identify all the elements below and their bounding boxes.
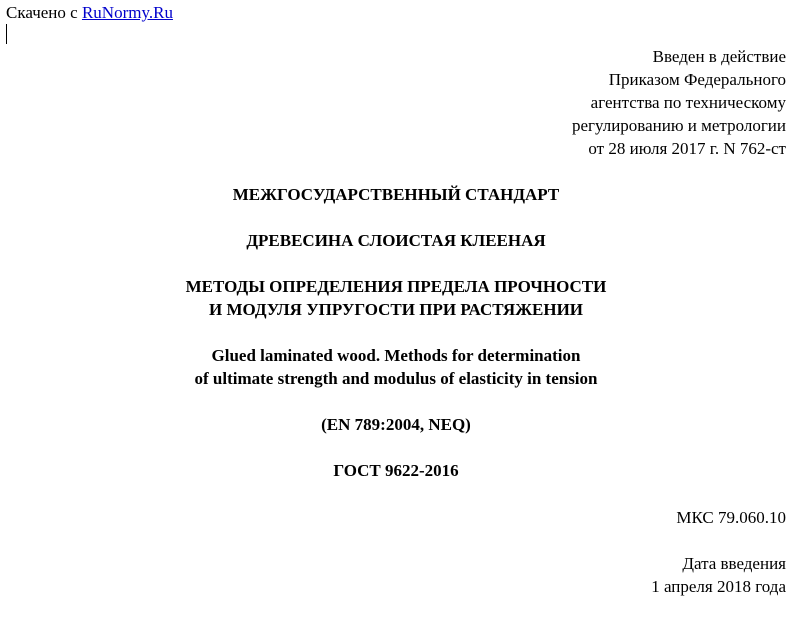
mks-code: МКС 79.060.10 bbox=[676, 508, 786, 527]
downloaded-prefix: Скачено с bbox=[6, 3, 78, 22]
equivalence-note: (EN 789:2004, NEQ) bbox=[321, 415, 471, 434]
introduction-notice bbox=[386, 45, 786, 160]
effective-date-label: Дата введения bbox=[682, 554, 786, 573]
intro-line: агентства по техническому bbox=[590, 93, 786, 112]
effective-date-value: 1 апреля 2018 года bbox=[651, 577, 786, 596]
standard-type-heading: МЕЖГОСУДАРСТВЕННЫЙ СТАНДАРТ bbox=[232, 185, 560, 204]
english-title bbox=[0, 344, 792, 390]
russian-title bbox=[0, 275, 792, 321]
downloaded-from-line bbox=[6, 1, 173, 24]
russian-title-line: И МОДУЛЯ УПРУГОСТИ ПРИ РАСТЯЖЕНИИ bbox=[208, 300, 584, 319]
english-title-line: of ultimate strength and modulus of elasticity in tension bbox=[194, 369, 598, 388]
effective-date-block bbox=[651, 552, 786, 598]
text-cursor bbox=[6, 24, 7, 44]
english-title-line: Glued laminated wood. Methods for determination bbox=[211, 346, 581, 365]
russian-title-line: МЕТОДЫ ОПРЕДЕЛЕНИЯ ПРЕДЕЛА ПРОЧНОСТИ bbox=[185, 277, 607, 296]
intro-line: от 28 июля 2017 г. N 762-ст bbox=[588, 139, 786, 158]
standard-designation: ГОСТ 9622-2016 bbox=[333, 461, 459, 480]
runormy-link[interactable]: RuNormy.Ru bbox=[81, 3, 173, 22]
intro-line: Введен в действие bbox=[652, 47, 786, 66]
subject-heading: ДРЕВЕСИНА СЛОИСТАЯ КЛЕЕНАЯ bbox=[246, 231, 546, 250]
intro-line: Приказом Федерального bbox=[608, 70, 786, 89]
intro-line: регулированию и метрологии bbox=[571, 116, 786, 135]
